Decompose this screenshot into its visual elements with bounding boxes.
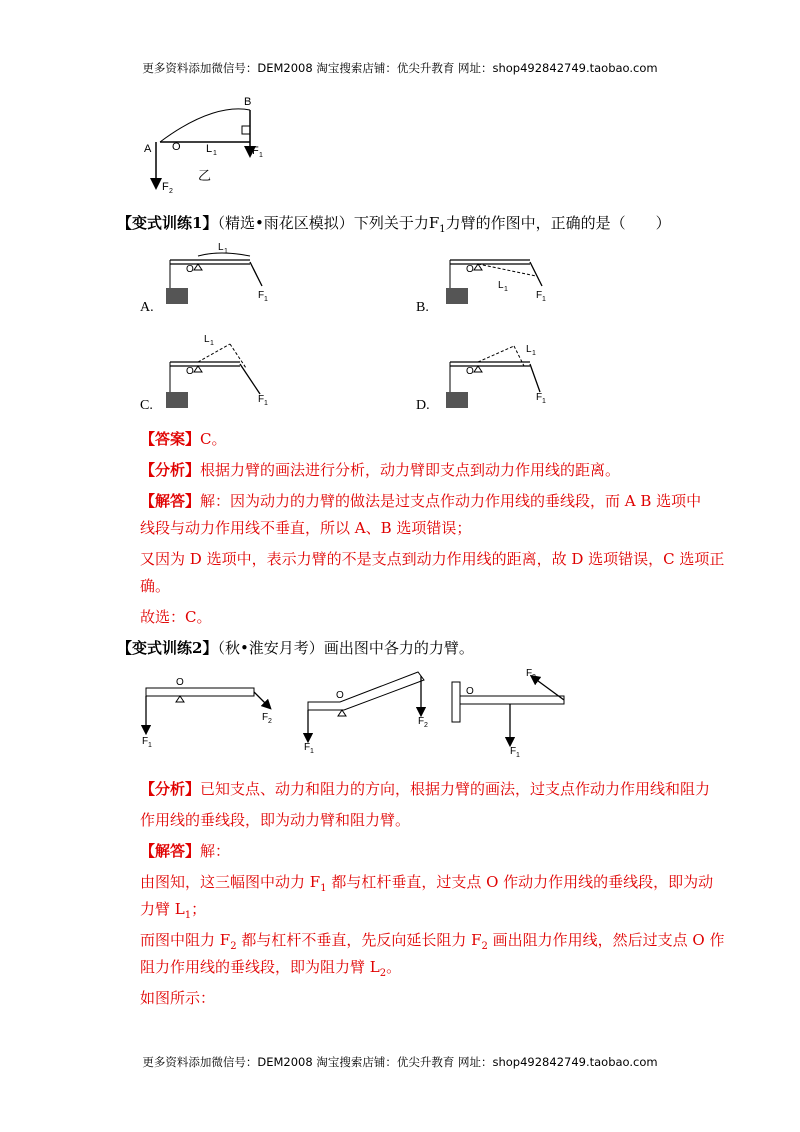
ex2-solution: 【解答】解： <box>140 842 231 860</box>
svg-text:2: 2 <box>532 674 536 681</box>
svg-text:F: F <box>418 716 425 727</box>
svg-text:1: 1 <box>532 350 536 357</box>
ex1-solution-line-3: 又因为 D 选项中，表示力臂的不是支点到动力作用线的距离，故 D 选项错误，C 选项正 <box>140 550 725 568</box>
svg-text:F: F <box>536 392 543 403</box>
svg-text:O: O <box>336 690 344 701</box>
option-a-figure <box>160 240 280 310</box>
svg-text:O: O <box>466 264 474 275</box>
ex2-figure-2 <box>300 660 440 755</box>
option-c[interactable]: C. <box>140 398 153 413</box>
svg-text:L: L <box>526 344 532 355</box>
svg-text:O: O <box>466 686 474 697</box>
svg-text:L: L <box>218 242 224 253</box>
svg-text:F: F <box>258 394 265 405</box>
ex2-solution-line-4: 阻力作用线的垂线段，即为阻力臂 $L_2$。 <box>140 958 402 979</box>
svg-text:F: F <box>526 668 533 679</box>
label-A: A <box>144 143 152 155</box>
option-b[interactable]: B. <box>416 300 429 315</box>
ex2-solution-line-3: 而图中阻力 $F_2$ 都与杠杆不垂直，先反向延长阻力 $F_2$ 画出阻力作用线，然后过支点 O 作 <box>140 931 725 952</box>
ex2-question: 【变式训练2】（秋•淮安月考）画出图中各力的力臂。 <box>117 639 474 657</box>
ex2-analysis-line-2: 作用线的垂线段，即为动力臂和阻力臂。 <box>140 811 411 829</box>
label-B: B <box>244 96 252 108</box>
label-F1: F <box>252 145 259 157</box>
svg-text:O: O <box>466 366 474 377</box>
svg-text:O: O <box>186 264 194 275</box>
ex1-conclusion: 故选：C。 <box>140 608 212 626</box>
option-b-figure <box>440 240 560 310</box>
label-L: L <box>206 143 213 155</box>
svg-text:F: F <box>142 736 149 747</box>
ex1-answer: 【答案】C。 <box>140 430 227 448</box>
option-a[interactable]: A. <box>140 300 154 315</box>
ex2-solution-line-1: 由图知，这三幅图中动力 $F_1$ 都与杠杆垂直，过支点 O 作动力作用线的垂线段，即为动 <box>140 873 714 894</box>
page-footer: 更多资料添加微信号：DEM2008 淘宝搜索店铺：优尖升教育 网址：shop492842749.taobao.com <box>142 1055 658 1069</box>
svg-text:1: 1 <box>264 400 268 407</box>
option-d[interactable]: D. <box>416 398 430 413</box>
svg-text:1: 1 <box>516 752 520 759</box>
ex1-solution: 【解答】解：因为动力的力臂的做法是过支点作动力作用线的垂线段，而 A B 选项中 <box>140 492 702 510</box>
ex1-solution-line-4: 确。 <box>140 577 171 595</box>
ex1-question: 【变式训练1】（精选•雨花区模拟）下列关于力$F_1$力臂的作图中，正确的是（ ） <box>117 214 671 235</box>
svg-text:2: 2 <box>169 188 173 195</box>
svg-text:2: 2 <box>268 718 272 725</box>
ex2-solution-line-5: 如图所示： <box>140 989 216 1007</box>
ex2-solution-line-2: 力臂 $L_1$； <box>140 900 207 921</box>
option-d-figure <box>440 330 570 410</box>
svg-text:F: F <box>262 712 269 723</box>
svg-text:1: 1 <box>310 748 314 755</box>
label-O: O <box>172 141 181 153</box>
ex2-figure-1 <box>136 668 276 748</box>
page-header: 更多资料添加微信号：DEM2008 淘宝搜索店铺：优尖升教育 网址：shop492842749.taobao.com <box>142 61 658 75</box>
svg-text:O: O <box>186 366 194 377</box>
svg-text:1: 1 <box>213 150 217 157</box>
svg-text:F: F <box>510 746 517 757</box>
lever-figure-yi <box>140 92 280 196</box>
svg-text:O: O <box>176 677 184 688</box>
svg-text:F: F <box>536 290 543 301</box>
label-F2: F <box>162 181 169 193</box>
svg-text:1: 1 <box>542 296 546 303</box>
svg-text:1: 1 <box>210 340 214 347</box>
svg-text:F: F <box>258 290 265 301</box>
svg-text:1: 1 <box>542 398 546 405</box>
ex2-figure-3 <box>450 662 580 758</box>
option-c-figure <box>160 330 280 410</box>
figure-caption: 乙 <box>198 168 212 183</box>
svg-text:F: F <box>304 742 311 753</box>
ex1-analysis: 【分析】根据力臂的画法进行分析，动力臂即支点到动力作用线的距离。 <box>140 461 621 479</box>
ex2-analysis: 【分析】已知支点、动力和阻力的方向，根据力臂的画法，过支点作动力作用线和阻力 <box>140 780 711 798</box>
svg-text:1: 1 <box>224 248 228 255</box>
svg-text:2: 2 <box>424 722 428 729</box>
svg-text:L: L <box>204 334 210 345</box>
svg-text:1: 1 <box>259 152 263 159</box>
svg-text:1: 1 <box>504 286 508 293</box>
svg-text:1: 1 <box>148 742 152 749</box>
ex1-solution-line-2: 线段与动力作用线不垂直，所以 A、B 选项错误； <box>140 519 472 537</box>
svg-text:1: 1 <box>264 296 268 303</box>
svg-text:L: L <box>498 280 504 291</box>
